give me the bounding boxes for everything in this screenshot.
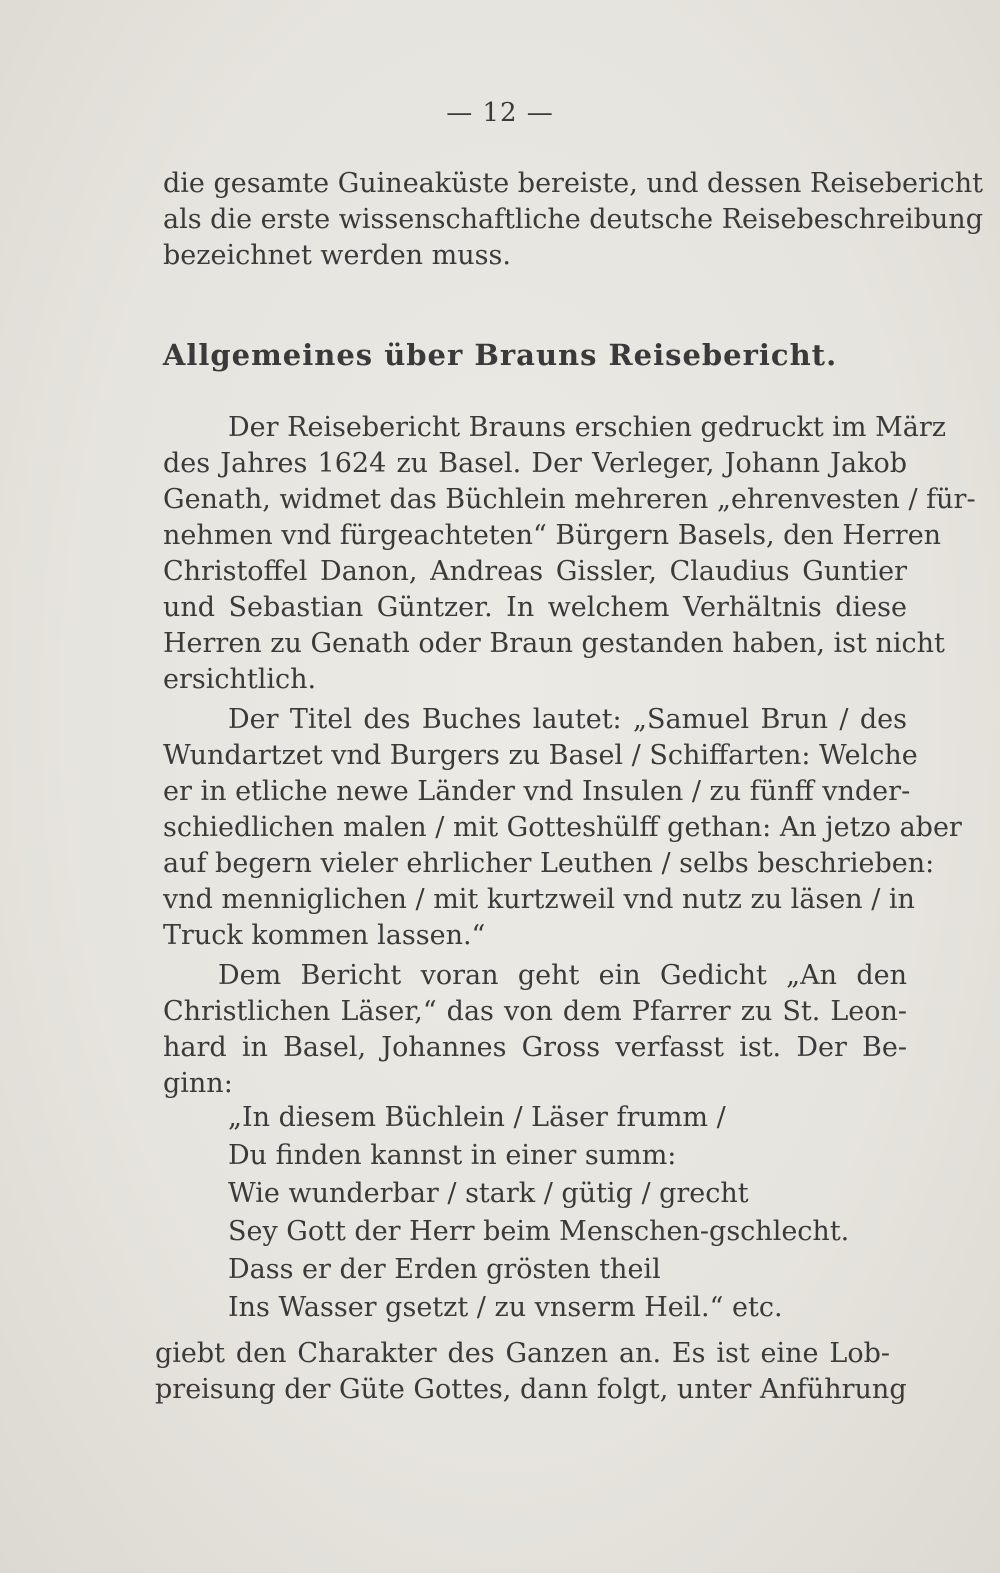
text-line: er in etliche newe Länder vnd Insulen / zu fünff vnder- bbox=[163, 776, 911, 807]
text-line: und Sebastian Güntzer. In welchem Verhältnis diese bbox=[163, 592, 907, 623]
text-line: auf begern vieler ehrlicher Leuthen / selbs beschrieben: bbox=[163, 848, 935, 879]
verse-line: Dass er der Erden grösten theil bbox=[228, 1254, 661, 1285]
text-line: Genath, widmet das Büchlein mehreren „ehrenvesten / für- bbox=[163, 484, 976, 515]
text-line: als die erste wissenschaftliche deutsche Reisebeschreibung bbox=[163, 204, 983, 235]
text-line: ginn: bbox=[163, 1068, 233, 1099]
text-line: des Jahres 1624 zu Basel. Der Verleger, Johann Jakob bbox=[163, 448, 907, 479]
page-number: — 12 — bbox=[446, 98, 554, 128]
verse-line: „In diesem Büchlein / Läser frumm / bbox=[228, 1102, 726, 1133]
verse-line: Du finden kannst in einer summ: bbox=[228, 1140, 677, 1171]
text-line: die gesamte Guineaküste bereiste, und dessen Reisebericht bbox=[163, 168, 983, 199]
text-line: Christlichen Läser,“ das von dem Pfarrer zu St. Leon- bbox=[163, 996, 907, 1027]
text-line: preisung der Güte Gottes, dann folgt, unter Anführung bbox=[155, 1374, 907, 1405]
text-line: vnd menniglichen / mit kurtzweil vnd nutz zu läsen / in bbox=[163, 884, 915, 915]
text-line: Der Reisebericht Brauns erschien gedruckt im März bbox=[228, 412, 946, 443]
text-line: Truck kommen lassen.“ bbox=[163, 920, 486, 951]
text-line: Herren zu Genath oder Braun gestanden haben, ist nicht bbox=[163, 628, 945, 659]
text-line: bezeichnet werden muss. bbox=[163, 240, 511, 271]
text-line: Wundartzet vnd Burgers zu Basel / Schiffarten: Welche bbox=[163, 740, 918, 771]
text-line: Der Titel des Buches lautet: „Samuel Brun / des bbox=[228, 704, 907, 735]
section-heading: Allgemeines über Brauns Reisebericht. bbox=[162, 338, 838, 372]
verse-line: Sey Gott der Herr beim Menschen-gschlecht. bbox=[228, 1216, 850, 1247]
text-line: giebt den Charakter des Ganzen an. Es ist eine Lob- bbox=[155, 1338, 890, 1369]
text-line: hard in Basel, Johannes Gross verfasst ist. Der Be- bbox=[163, 1032, 907, 1063]
verse-line: Wie wunderbar / stark / gütig / grecht bbox=[228, 1178, 749, 1209]
text-line: ersichtlich. bbox=[163, 664, 317, 695]
text-line: Dem Bericht voran geht ein Gedicht „An den bbox=[218, 960, 907, 991]
text-line: schiedlichen malen / mit Gotteshülff gethan: An jetzo aber bbox=[163, 812, 962, 843]
text-line: nehmen vnd fürgeachteten“ Bürgern Basels, den Herren bbox=[163, 520, 942, 551]
text-line: Christoffel Danon, Andreas Gissler, Claudius Guntier bbox=[163, 556, 907, 587]
verse-line: Ins Wasser gsetzt / zu vnserm Heil.“ etc. bbox=[228, 1292, 783, 1323]
